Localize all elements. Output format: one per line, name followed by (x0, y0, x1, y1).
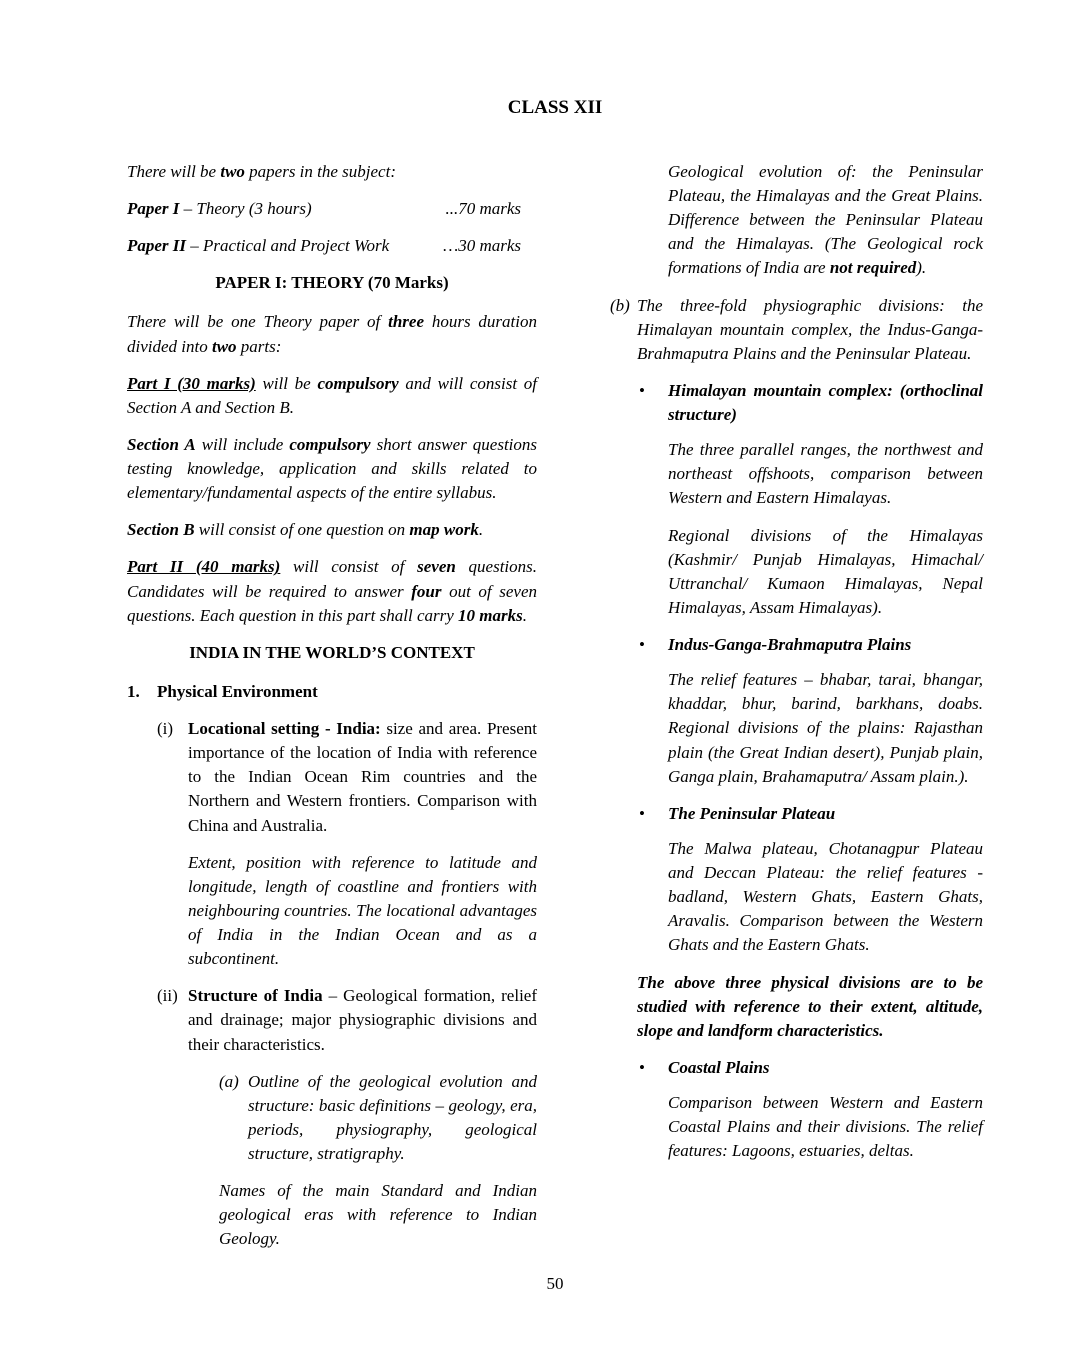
marks-value (443, 234, 521, 258)
text-segment: four (411, 581, 442, 601)
indus-detail (668, 668, 983, 789)
bullet-indus-ganga-plains (610, 633, 983, 657)
text-segment: compulsory (289, 434, 371, 454)
page-title: CLASS XII (507, 97, 603, 118)
intro-paragraph (127, 160, 537, 184)
text-segment: The three parallel ranges, the northwest and northeast offshoots, comparison between Western and Eastern Himalayas. (668, 440, 983, 508)
text-segment: – Geological formation, relief and drainage; major physiographic divisions and their characteristics. (188, 986, 537, 1054)
text-segment: Regional divisions of the Himalayas (Kashmir/ Punjab Himalayas, Himachal/ Uttranchal/ Kumaon Himalayas, Nepal Himalayas, Assam Himalayas). (668, 525, 983, 617)
part-1-paragraph (127, 372, 537, 420)
text-segment: Section B (127, 520, 195, 540)
part-2-paragraph (127, 555, 537, 627)
text-segment: seven (417, 557, 456, 577)
paper-2-line (127, 234, 537, 258)
section-heading-india (127, 641, 537, 665)
theory-paper-paragraph (127, 310, 537, 358)
text-segment: Names of the main Standard and Indian geological eras with reference to Indian Geology. (219, 1181, 537, 1249)
text-segment: Paper II (127, 236, 187, 256)
text-segment: • (639, 635, 645, 655)
text-segment: The Malwa plateau, Chotanagpur Plateau and Deccan Plateau: the relief features - badland, Western Ghats, Eastern Ghats, Aravalis. Comparison between the Western Ghats and the Eastern Ghats. (668, 838, 983, 955)
text-segment: Comparison between Western and Eastern Coastal Plains and their divisions. The relief features: Lagoons, estuaries, deltas. (668, 1093, 983, 1161)
text-segment: Locational setting - India: (188, 719, 381, 739)
text-segment: papers in the subject: (244, 161, 396, 181)
text-segment: map work (409, 520, 479, 540)
text-segment: parts: (236, 336, 282, 356)
text-segment: 1. (127, 681, 140, 701)
text-segment: (i) (157, 719, 174, 739)
physical-divisions-note (637, 971, 983, 1043)
text-segment: size and area. Present importance of the location of India with reference to the Indian Ocean Rim countries and the Northern and Western frontiers. Comparison with China and Australia. (188, 719, 537, 835)
text-segment: (a) (219, 1071, 239, 1091)
text-segment: (b) (610, 295, 630, 315)
text-segment: will consist of (280, 557, 418, 577)
text-segment: Physical Environment (157, 681, 318, 701)
bullet-coastal-plains (610, 1056, 983, 1080)
item-i-detail (188, 851, 537, 972)
paper-1-line (127, 197, 537, 221)
text-segment: two (220, 161, 245, 181)
text-segment: Part I (30 marks) (127, 373, 256, 393)
text-segment: Part II (40 marks) (127, 557, 281, 577)
text-segment: (ii) (157, 986, 178, 1006)
text-segment: compulsory (317, 373, 399, 393)
text-segment: will include (195, 434, 290, 454)
text-segment: Extent, position with reference to latitude and longitude, length of coastline and frontiers with neighbouring countries. The locational advantages of India in the Indian Ocean and as a subcontinent. (188, 852, 537, 969)
text-segment: short answer questions testing knowledge, application and skills related to elementary/fundamental aspects of the entire syllabus. (127, 434, 538, 503)
text-segment: . (522, 605, 527, 625)
item-a-outline (127, 1070, 537, 1167)
marks-value (445, 197, 521, 221)
section-a-paragraph (127, 433, 537, 505)
himalayan-detail-2 (668, 524, 983, 621)
text-segment: Geological evolution of: the Peninsular Plateau, the Himalayas and the Great Plains. Difference between the Peninsular Plateau and the Himalayas. (The Geological rock formations of India are (668, 161, 983, 278)
paper-label (127, 234, 389, 258)
text-segment: – Practical and Project Work (186, 236, 390, 256)
two-column-layout (127, 160, 983, 1265)
text-segment: The relief features – bhabar, tarai, bhangar, khaddar, bhur, barind, barkhans, doabs. Regional divisions of the plains: Rajasthan plain (the Great Indian desert), Punjab plain, Ganga plain, Brahamaputra/ Assam plain.). (668, 670, 983, 786)
text-segment: The above three physical divisions are to be studied with reference to their extent, altitude, slope and landform characteristics. (637, 972, 983, 1040)
item-b-physiographic-divisions (610, 294, 983, 366)
text-segment: The three-fold physiographic divisions: the Himalayan mountain complex, the Indus-Ganga-Brahmaputra Plains and the Peninsular Plateau. (637, 295, 983, 363)
item-b-physiographic-divisions-label (610, 294, 630, 318)
text-segment: Coastal Plains (668, 1057, 770, 1077)
text-segment: • (639, 803, 645, 823)
text-segment: will be (255, 373, 318, 393)
right-column (610, 160, 983, 1177)
text-segment: INDIA IN THE WORLD’S CONTEXT (189, 642, 475, 662)
paper-label (127, 197, 312, 221)
text-segment: two (211, 336, 237, 356)
bullet-peninsular-plateau (610, 802, 983, 826)
section-b-paragraph (127, 518, 537, 542)
coastal-detail (668, 1091, 983, 1163)
item-a-detail (219, 1179, 537, 1251)
bullet-peninsular-plateau-label (639, 802, 645, 826)
text-segment: Indus-Ganga-Brahmaputra Plains (668, 635, 912, 655)
text-segment: hours duration divided into (127, 312, 537, 356)
text-segment: 10 marks (458, 605, 523, 625)
text-segment: and will consist of Section A and Section B. (127, 373, 537, 417)
numbered-item-1 (127, 680, 537, 704)
text-segment: PAPER I: THEORY (70 Marks) (215, 273, 449, 293)
bullet-coastal-plains-label (639, 1056, 645, 1080)
numbered-item-1-label (127, 680, 140, 704)
geological-evolution-paragraph (668, 160, 983, 281)
bullet-himalayan-complex (610, 379, 983, 427)
item-ii-structure-of-india (127, 984, 537, 1056)
himalayan-detail-1 (668, 438, 983, 510)
text-segment: not required (829, 258, 917, 278)
text-segment: Section A (127, 434, 196, 454)
item-i-locational-setting-label (157, 717, 173, 741)
text-segment: Paper I (127, 199, 180, 219)
page-number: 50 (546, 1273, 564, 1293)
left-column (127, 160, 537, 1265)
bullet-himalayan-complex-label (639, 379, 645, 403)
text-segment: three (388, 312, 424, 332)
text-segment: . (478, 520, 484, 540)
text-segment: ...70 marks (445, 199, 521, 219)
item-a-outline-label (219, 1070, 239, 1094)
text-segment: ). (916, 258, 927, 278)
item-i-locational-setting (127, 717, 537, 838)
section-heading-paper1 (127, 271, 537, 295)
text-segment: – Theory (3 hours) (179, 199, 312, 219)
text-segment: Outline of the geological evolution and structure: basic definitions – geology, era, periods, physiography, geological structure, stratigraphy. (248, 1071, 537, 1164)
text-segment: There will be (127, 161, 221, 181)
bullet-indus-ganga-plains-label (639, 633, 645, 657)
text-segment: Himalayan mountain complex: (orthoclinal structure) (668, 380, 983, 425)
text-segment: will consist of one question on (194, 520, 410, 540)
peninsular-detail (668, 837, 983, 958)
text-segment: • (639, 1057, 645, 1077)
text-segment: questions. Candidates will be required to answer (127, 557, 538, 601)
text-segment: There will be one Theory paper of (127, 312, 389, 332)
text-segment: Structure of India (188, 986, 323, 1006)
item-ii-structure-of-india-label (157, 984, 178, 1008)
text-segment: out of seven questions. Each question in this part shall carry (127, 581, 537, 625)
text-segment: • (639, 380, 645, 400)
text-segment: …30 marks (443, 236, 521, 256)
text-segment: The Peninsular Plateau (668, 803, 836, 823)
